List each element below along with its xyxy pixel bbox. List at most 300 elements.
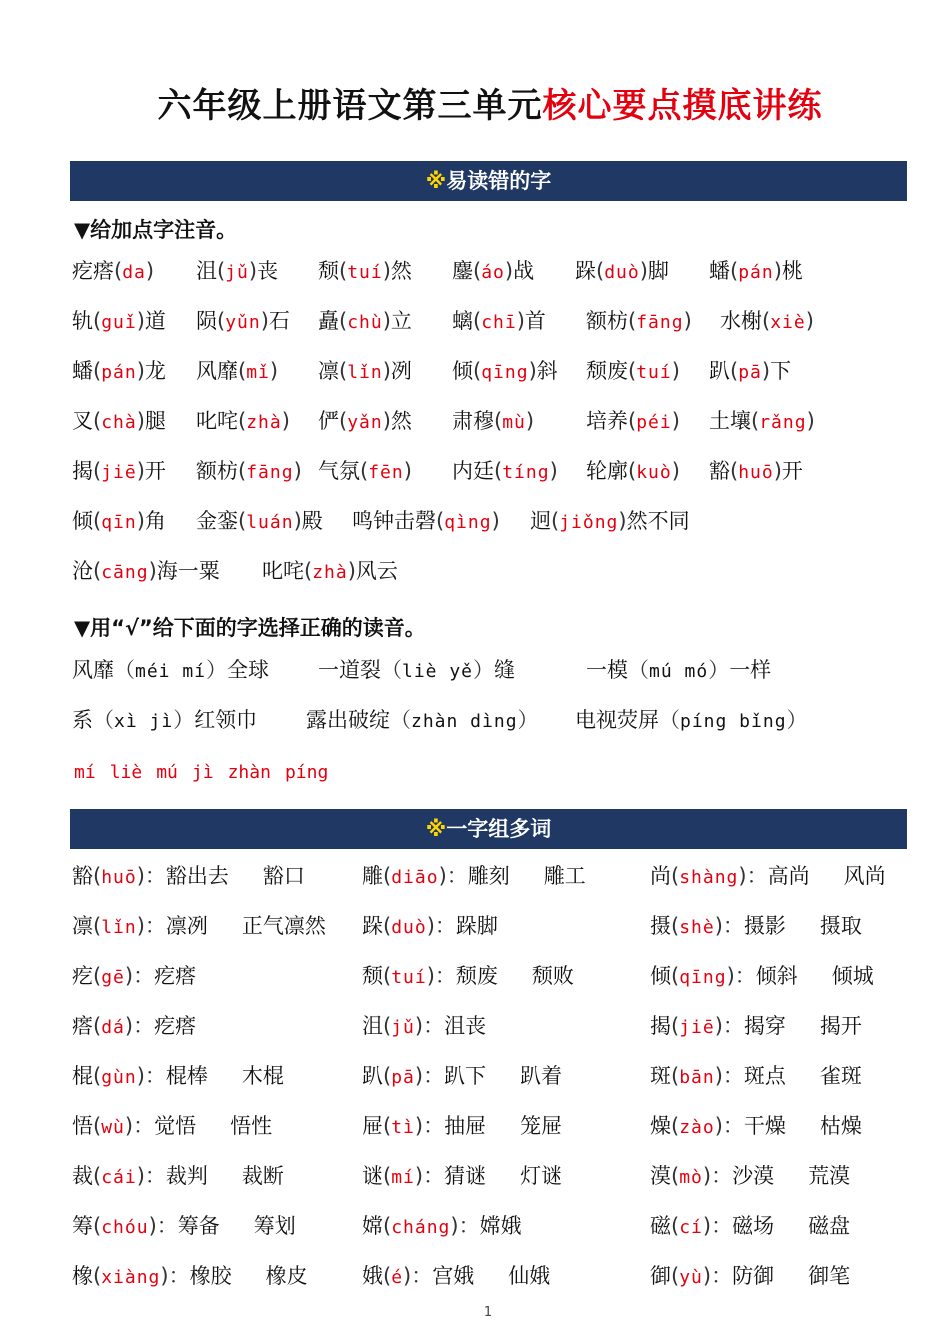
page-title (0, 78, 950, 127)
group-word: 倾斜 (755, 964, 798, 988)
group-word: 雕工 (543, 864, 586, 888)
item-word: 豁 (709, 459, 730, 483)
pinyin-item (262, 555, 398, 585)
close-paren: ) (805, 309, 814, 333)
item-word: 矗 (318, 309, 339, 333)
close-paren: )： (714, 1064, 744, 1088)
open-paren: ( (751, 409, 760, 433)
group-word: 荒漠 (808, 1164, 851, 1188)
group-pinyin: shè (679, 917, 715, 938)
group-word: 跺脚 (455, 914, 498, 938)
choice-item (306, 704, 539, 734)
open-paren: ( (238, 359, 247, 383)
group-pinyin: cái (101, 1167, 137, 1188)
word-group-item (362, 1260, 550, 1290)
word-group-item (362, 860, 586, 890)
group-char: 嫦 (362, 1214, 383, 1238)
word-group-item (362, 1210, 522, 1240)
open-paren: ( (730, 459, 739, 483)
group-word: 疙瘩 (154, 964, 197, 988)
item-pinyin: áo (481, 262, 505, 283)
close-paren: ) (136, 309, 145, 333)
close-paren: ) (382, 359, 391, 383)
word-group-item (650, 860, 886, 890)
close-paren: ) (671, 359, 680, 383)
open-paren: ( (383, 1014, 392, 1038)
group-char: 瘩 (72, 1014, 93, 1038)
close-paren: ) (549, 459, 558, 483)
group-pinyin: xiàng (101, 1267, 161, 1288)
item-suffix: 全球 (227, 658, 270, 682)
close-paren: )： (702, 1264, 733, 1288)
group-word: 筹划 (253, 1214, 296, 1238)
close-paren: ) (504, 259, 514, 283)
pinyin-item (452, 305, 546, 335)
group-pinyin: lǐn (101, 917, 137, 938)
pinyin-item (586, 405, 680, 435)
choice-item (72, 704, 257, 734)
group-word: 抽屉 (444, 1114, 487, 1138)
group-word: 裁判 (165, 1164, 208, 1188)
close-paren: )： (160, 1264, 190, 1288)
item-suffix: 下 (770, 359, 792, 383)
group-word: 雀斑 (819, 1064, 862, 1088)
group-pinyin: bān (679, 1067, 715, 1088)
group-word: 觉悟 (154, 1114, 197, 1138)
open-paren: ( (93, 459, 102, 483)
group-word: 正气凛然 (241, 914, 326, 938)
item-word: 露出破绽 (306, 708, 390, 732)
item-word: 叱咤 (262, 559, 304, 583)
pinyin-item (575, 255, 669, 285)
item-pinyin: kuò (636, 462, 672, 483)
close-paren: )： (414, 1014, 445, 1038)
item-suffix: 红领巾 (194, 708, 258, 732)
group-word: 雕刻 (467, 864, 510, 888)
pinyin-item (196, 455, 302, 485)
pinyin-item (196, 305, 290, 335)
group-word: 仙娥 (508, 1264, 551, 1288)
group-word: 沙漠 (732, 1164, 775, 1188)
close-paren: ) (516, 309, 525, 333)
close-paren: ) (639, 259, 648, 283)
close-paren: ) (382, 259, 391, 283)
close-paren: )： (148, 1214, 178, 1238)
close-paren: )： (124, 964, 155, 988)
item-word: 叉 (72, 409, 93, 433)
close-paren: ) (382, 309, 391, 333)
item-pinyin: pā (738, 362, 762, 383)
item-suffix: 海一粟 (156, 559, 220, 583)
item-word: 陨 (196, 309, 217, 333)
item-suffix: 丧 (257, 259, 279, 283)
task-2-heading: ▼用“√”给下面的字选择正确的读音。 (74, 616, 426, 640)
close-paren: )： (450, 1214, 480, 1238)
word-group-item (362, 1010, 486, 1040)
item-pinyin: fēn (368, 462, 404, 483)
item-pinyin: qìng (444, 512, 492, 533)
pinyin-item (72, 405, 166, 435)
close-paren: ) (773, 259, 782, 283)
item-word: 水榭 (720, 309, 762, 333)
group-char: 揭 (650, 1014, 671, 1038)
section-banner-2 (70, 809, 907, 849)
item-suffix: 石 (268, 309, 290, 333)
group-word: 颓败 (531, 964, 574, 988)
group-pinyin: mò (679, 1167, 703, 1188)
close-paren: )： (403, 1264, 433, 1288)
item-pinyin: mǐ (246, 362, 270, 383)
word-group-item (72, 1010, 196, 1040)
group-char: 筹 (72, 1214, 93, 1238)
group-word: 趴下 (444, 1064, 487, 1088)
open-paren: ( (93, 914, 102, 938)
open-paren: ( (93, 864, 102, 888)
item-options: píng bǐng (680, 711, 787, 732)
task-1-heading: ▼给加点字注音。 (74, 218, 238, 242)
group-word: 橡胶 (189, 1264, 232, 1288)
word-group-item (650, 1060, 862, 1090)
banner-text: 一字组多词 (446, 817, 552, 841)
close-paren: )： (136, 864, 166, 888)
pinyin-item (720, 305, 814, 335)
item-pinyin: qīng (481, 362, 529, 383)
group-word: 笼屉 (520, 1114, 563, 1138)
item-word: 迥 (530, 509, 551, 533)
pinyin-item (318, 405, 412, 435)
item-word: 蟠 (709, 259, 730, 283)
item-word: 俨 (318, 409, 339, 433)
item-word: 颓废 (586, 359, 628, 383)
choice-item (72, 654, 269, 684)
item-suffix: 战 (513, 259, 535, 283)
item-word: 轮廓 (586, 459, 628, 483)
open-paren: ( (93, 1114, 102, 1138)
open-paren: ( (339, 259, 348, 283)
group-char: 凛 (72, 914, 93, 938)
close-paren: )： (702, 1164, 733, 1188)
group-char: 疙 (72, 964, 93, 988)
item-pinyin: tuí (347, 262, 383, 283)
group-word: 揭开 (819, 1014, 862, 1038)
group-char: 豁 (72, 864, 93, 888)
group-pinyin: cháng (391, 1217, 451, 1238)
close-paren: ) (618, 509, 627, 533)
item-pinyin: zhà (312, 562, 348, 583)
close-paren: ) (773, 459, 782, 483)
answer-item: liè (109, 762, 143, 783)
item-suffix: 开 (781, 459, 803, 483)
close-paren: ) (525, 409, 535, 433)
item-word: 疙瘩 (72, 259, 114, 283)
item-pinyin: tíng (502, 462, 550, 483)
group-word: 磁盘 (808, 1214, 851, 1238)
close-paren: ) (671, 459, 680, 483)
open-paren: ( (628, 409, 637, 433)
item-word: 一道裂 (318, 658, 381, 682)
word-group-item (362, 910, 498, 940)
item-word: 风靡 (196, 359, 238, 383)
close-paren: )： (136, 1064, 166, 1088)
close-paren: ) (148, 559, 157, 583)
item-suffix: 桃 (781, 259, 803, 283)
close-paren: ) (806, 409, 815, 433)
word-group-item (72, 1060, 284, 1090)
close-paren: )： (714, 914, 744, 938)
item-word: 凛 (318, 359, 339, 383)
item-word: 额枋 (586, 309, 628, 333)
group-pinyin: jiē (679, 1017, 715, 1038)
group-char: 御 (650, 1264, 671, 1288)
item-pinyin: yǎn (347, 412, 383, 433)
word-group-item (72, 1210, 296, 1240)
pinyin-item (318, 355, 412, 385)
open-paren: ( (93, 1214, 102, 1238)
word-group-item (72, 960, 196, 990)
close-paren: ) (491, 509, 500, 533)
item-suffix: 腿 (144, 409, 166, 433)
open-paren: ( (628, 459, 637, 483)
open-paren: ( (383, 864, 392, 888)
open-paren: ( (93, 409, 102, 433)
word-group-item (72, 1110, 272, 1140)
item-word: 额枋 (196, 459, 238, 483)
open-paren: ( (494, 459, 503, 483)
item-word: 揭 (72, 459, 93, 483)
item-suffix: 龙 (144, 359, 166, 383)
answer-item: jì (191, 762, 214, 783)
item-pinyin: péi (636, 412, 672, 433)
item-pinyin: jiē (101, 462, 137, 483)
open-paren: ( (671, 1064, 680, 1088)
word-group-item (650, 1260, 850, 1290)
close-paren: )： (714, 1014, 744, 1038)
open-paren: ( (383, 1114, 392, 1138)
item-suffix: 开 (144, 459, 166, 483)
close-paren: ） (517, 708, 539, 732)
item-pinyin: tuí (636, 362, 672, 383)
word-group-item (362, 1110, 562, 1140)
close-paren: )： (124, 1014, 155, 1038)
open-paren: ( (93, 1064, 102, 1088)
open-paren: ( (671, 864, 680, 888)
item-pinyin: luán (246, 512, 294, 533)
item-word: 金銮 (196, 509, 238, 533)
open-paren: ( (114, 259, 123, 283)
open-paren: ( (93, 309, 102, 333)
item-word: 蟠 (72, 359, 93, 383)
pinyin-item (352, 505, 500, 535)
close-paren: )： (726, 964, 756, 988)
answer-item: mí (74, 762, 96, 783)
open-paren: ( (730, 259, 739, 283)
open-paren: ( (339, 409, 348, 433)
open-paren: ( (762, 309, 771, 333)
open-paren: ( (596, 259, 605, 283)
item-word: 风靡 (72, 658, 114, 682)
open-paren: ( (93, 1164, 102, 1188)
close-paren: ) (136, 459, 145, 483)
item-options: méi mí (135, 661, 207, 682)
group-word: 豁口 (262, 864, 305, 888)
open-paren: ( (304, 559, 313, 583)
pinyin-item (709, 355, 791, 385)
item-pinyin: rǎng (759, 412, 807, 433)
pinyin-item (586, 455, 680, 485)
group-word: 橡皮 (265, 1264, 308, 1288)
item-suffix: 角 (144, 509, 166, 533)
pinyin-item (318, 455, 412, 485)
pinyin-item (72, 255, 154, 285)
group-char: 燥 (650, 1114, 671, 1138)
banner-text: 易读错的字 (446, 169, 552, 193)
pinyin-item (72, 455, 166, 485)
close-paren: )： (426, 964, 456, 988)
group-pinyin: tì (391, 1117, 415, 1138)
word-group-item (362, 1060, 562, 1090)
group-word: 枯燥 (819, 1114, 862, 1138)
open-paren: ( (93, 559, 102, 583)
group-word: 干燥 (743, 1114, 786, 1138)
item-pinyin: cāng (101, 562, 149, 583)
item-options: liè yě (402, 661, 474, 682)
choice-item (586, 654, 771, 684)
item-word: 鏖 (452, 259, 473, 283)
item-pinyin: lǐn (347, 362, 383, 383)
group-char: 雕 (362, 864, 383, 888)
group-pinyin: cí (679, 1217, 703, 1238)
word-group-item (650, 1210, 850, 1240)
item-word: 沮 (196, 259, 217, 283)
item-pinyin: yǔn (225, 312, 261, 333)
open-paren: ( (671, 1164, 680, 1188)
group-pinyin: duò (391, 917, 427, 938)
item-word: 螭 (452, 309, 473, 333)
title-red: 核心要点摸底讲练 (542, 86, 823, 126)
group-pinyin: zào (679, 1117, 715, 1138)
item-pinyin: duò (604, 262, 640, 283)
pinyin-item (72, 555, 220, 585)
item-pinyin: qīn (101, 512, 137, 533)
pinyin-item (709, 455, 803, 485)
group-word: 豁出去 (165, 864, 229, 888)
open-paren: ( (628, 359, 637, 383)
group-char: 娥 (362, 1264, 383, 1288)
open-paren: （ (93, 708, 114, 732)
group-char: 悟 (72, 1114, 93, 1138)
open-paren: ( (628, 309, 637, 333)
group-word: 灯谜 (520, 1164, 563, 1188)
open-paren: ( (93, 1014, 102, 1038)
group-word: 防御 (732, 1264, 775, 1288)
item-pinyin: guǐ (101, 312, 137, 333)
group-char: 谜 (362, 1164, 383, 1188)
item-pinyin: huō (738, 462, 774, 483)
open-paren: ( (238, 459, 247, 483)
group-word: 凛冽 (165, 914, 208, 938)
pinyin-item (72, 355, 166, 385)
group-pinyin: mí (391, 1167, 415, 1188)
word-group-item (72, 910, 326, 940)
word-group-item (650, 1110, 862, 1140)
open-paren: ( (383, 1264, 392, 1288)
pinyin-item (452, 255, 534, 285)
item-pinyin: chù (347, 312, 383, 333)
open-paren: ( (93, 964, 102, 988)
group-pinyin: diāo (391, 867, 439, 888)
choice-item (318, 654, 515, 684)
close-paren: ） (473, 658, 495, 682)
group-word: 宫娥 (432, 1264, 475, 1288)
page-number: 1 (483, 1305, 493, 1320)
item-pinyin: zhà (246, 412, 282, 433)
item-word: 肃穆 (452, 409, 494, 433)
answer-item: mú (156, 762, 178, 783)
group-pinyin: gē (101, 967, 125, 988)
item-suffix: 然 (390, 259, 412, 283)
open-paren: ( (730, 359, 739, 383)
group-pinyin: dá (101, 1017, 125, 1038)
group-char: 趴 (362, 1064, 383, 1088)
section-banner-1 (70, 161, 907, 201)
close-paren: )： (738, 864, 768, 888)
open-paren: ( (93, 1264, 102, 1288)
word-group-item (650, 1010, 862, 1040)
open-paren: ( (551, 509, 560, 533)
group-pinyin: é (391, 1267, 404, 1288)
answer-line (74, 762, 342, 783)
open-paren: ( (671, 1014, 680, 1038)
open-paren: ( (473, 359, 482, 383)
pinyin-item (452, 455, 558, 485)
item-pinyin: chī (481, 312, 517, 333)
close-paren: )： (136, 914, 166, 938)
open-paren: ( (473, 309, 482, 333)
pinyin-item (196, 255, 278, 285)
group-word: 风尚 (843, 864, 886, 888)
close-paren: ） (173, 708, 195, 732)
item-word: 电视荧屏 (575, 708, 659, 732)
item-word: 轨 (72, 309, 93, 333)
open-paren: ( (671, 1264, 680, 1288)
close-paren: )： (414, 1064, 445, 1088)
item-pinyin: pán (101, 362, 137, 383)
group-char: 棍 (72, 1064, 93, 1088)
group-word: 揭穿 (743, 1014, 786, 1038)
item-suffix: 立 (390, 309, 412, 333)
pinyin-item (452, 405, 534, 435)
pinyin-item (318, 255, 412, 285)
word-group-item (650, 910, 862, 940)
pinyin-item (72, 305, 166, 335)
close-paren: ) (382, 409, 391, 433)
item-pinyin: chà (101, 412, 137, 433)
group-pinyin: pā (391, 1067, 415, 1088)
word-group-item (72, 1260, 308, 1290)
group-word: 悟性 (230, 1114, 273, 1138)
title-black: 六年级上册语文第三单元 (157, 86, 543, 126)
group-char: 倾 (650, 964, 671, 988)
answer-item: píng (284, 762, 329, 783)
close-paren: ） (786, 708, 808, 732)
word-group-item (650, 1160, 850, 1190)
group-word: 摄取 (819, 914, 862, 938)
item-pinyin: xiè (770, 312, 806, 333)
open-paren: （ (381, 658, 402, 682)
item-suffix: 殿 (301, 509, 323, 533)
pinyin-item (709, 405, 815, 435)
group-word: 木棍 (241, 1064, 284, 1088)
